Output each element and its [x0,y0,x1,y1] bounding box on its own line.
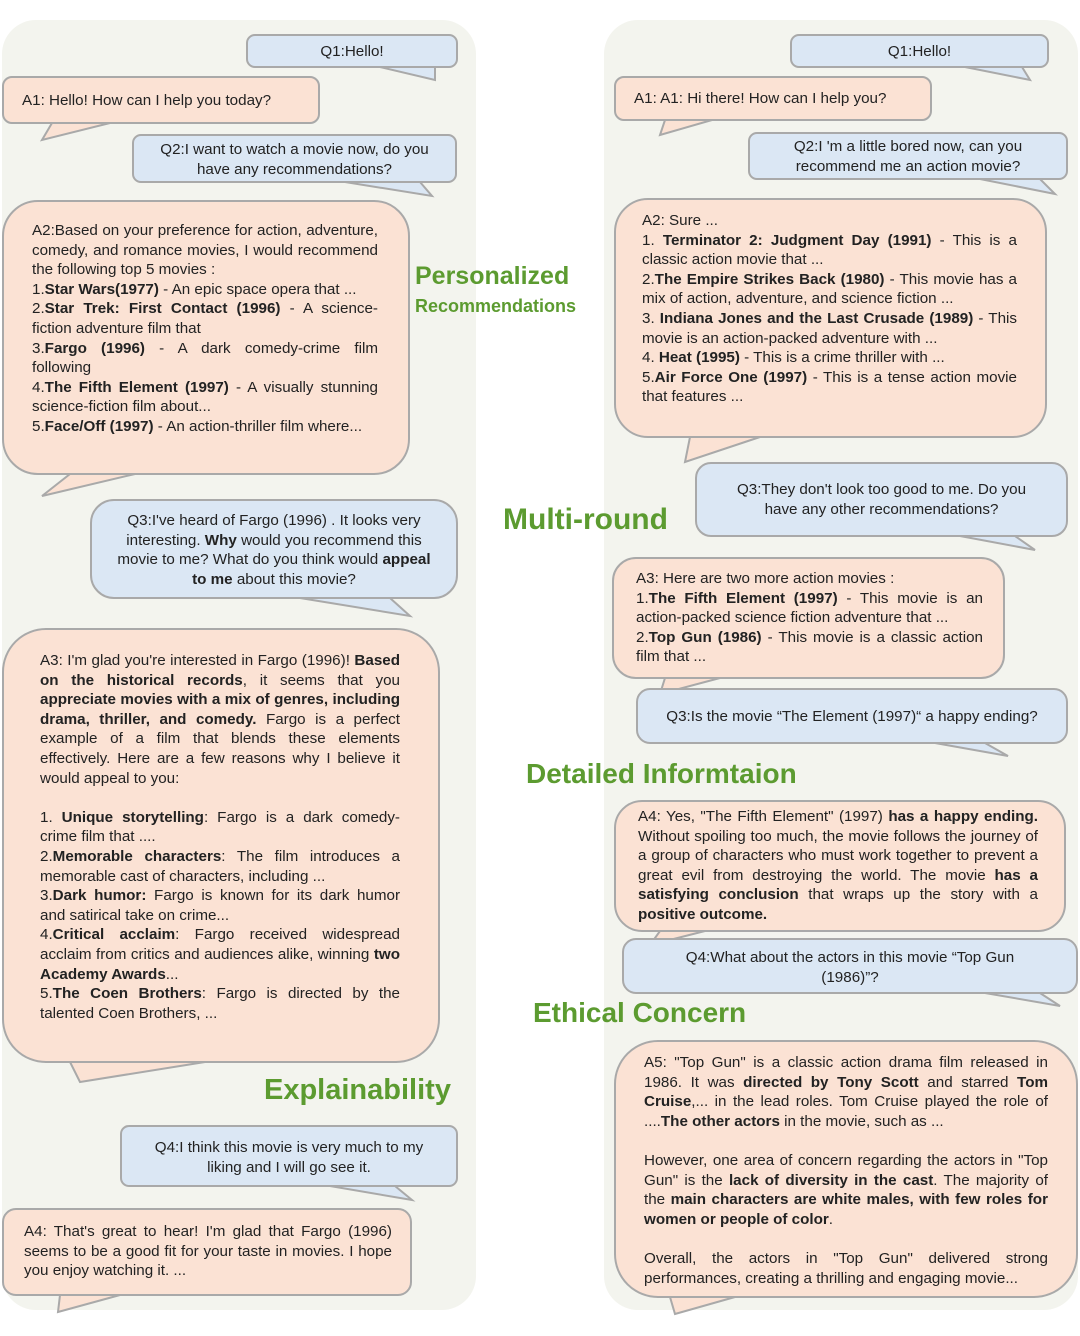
left-q3-text: Q3:I've heard of Fargo (1996) . It looks very interesting. Why would you recommend this movie to me? What do you think would appeal to me about this movie? [117,512,431,588]
right-q3-text: Q3:They don't look too good to me. Do you have any other recommendations? [736,481,1027,518]
right-a5-spacer-1 [644,1131,1048,1151]
left-a3-item-3: 3.Dark humor: Fargo is known for its dark humor and satirical take on crime... [40,887,400,924]
left-a4-bubble [2,1208,412,1296]
right-q3b-bubble [636,688,1068,744]
label-recommendations: Recommendations [415,296,577,316]
label-multi-round: Multi-round [503,503,668,536]
right-a5-para-1: A5: "Top Gun" is a classic action drama film released in 1986. It was directed by Tony Scott and starred Tom Cruise,... in the lead roles. Tom Cruise played the role of ....The other actors in the movie, such as ... [644,1054,1048,1130]
left-a3-bubble [2,628,440,1063]
label-explainability: Explainability [264,1074,451,1106]
right-a3-bubble [612,557,1005,679]
right-q4-bubble [622,938,1078,994]
left-a3-spacer [40,788,400,808]
right-q2-text: Q2:I 'm a little bored now, can you recommend me an action movie? [793,138,1023,175]
right-q1-bubble [790,34,1049,68]
right-a2-item-1: 1. Terminator 2: Judgment Day (1991) - This is a classic action movie that ... [642,231,1017,269]
right-a5-spacer-2 [644,1229,1048,1249]
label-ethical-concern: Ethical Concern [533,997,747,1028]
right-a1-text: A1: A1: Hi there! How can I help you? [634,90,887,107]
label-personalized: Personalized [415,262,570,290]
right-a2-item-2: 2.The Empire Strikes Back (1980) - This movie has a mix of action, adventure, and science fiction ... [642,270,1017,308]
right-q2-bubble [748,132,1068,180]
right-q3-bubble [695,462,1068,537]
left-a2-bubble [2,200,410,475]
left-q1-text: Q1:Hello! [320,43,384,60]
left-a2-item-4: 4.The Fifth Element (1997) - A visually stunning science-fiction film about... [32,378,378,416]
right-q3b-text: Q3:Is the movie “The Element (1997)“ a happy ending? [666,708,1038,725]
right-a4-bubble [614,800,1066,932]
right-a2-intro: A2: Sure ... [642,212,718,229]
left-a3-item-1: 1. Unique storytelling: Fargo is a dark comedy-crime film that .... [40,808,400,846]
left-a2-item-1: 1.Star Wars(1977) - An epic space opera that ... [32,280,357,298]
left-q2-bubble [132,134,457,183]
left-a3-intro: A3: I'm glad you're interested in Fargo (1996)! Based on the historical records, it seems that you appreciate movies with a mix of genres, including drama, thriller, and comedy. Fargo is a perfect example of a film that blends these elements effectively. Here are a few reasons why I believe it would appeal to you: [40,652,401,787]
right-a5-bubble [614,1040,1078,1298]
left-a3-item-2: 2.Memorable characters: The film introduces a memorable cast of characters, including ... [40,847,400,885]
right-a3-item-2: 2.Top Gun (1986) - This movie is a classic action film that ... [636,628,983,666]
left-a2-item-5: 5.Face/Off (1997) - An action-thriller film where... [32,417,363,435]
left-q3-bubble [90,499,458,599]
right-a2-item-5: 5.Air Force One (1997) - This is a tense action movie that features ... [642,368,1017,406]
right-a3-item-1: 1.The Fifth Element (1997) - This movie is an action-packed science fiction adventure that ... [636,589,983,627]
right-a2-bubble [614,198,1047,438]
right-a5-para-2: However, one area of concern regarding the actors in "Top Gun" is the lack of diversity in the cast. The majority of the main characters are white males, with few roles for women or people of color. [644,1151,1048,1228]
right-q1-text: Q1:Hello! [887,43,952,60]
left-q4-bubble [120,1125,458,1187]
label-detailed-information: Detailed Informtaion [526,758,797,789]
left-a2-intro: A2:Based on your preference for action, adventure, comedy, and romance movies, I would recommend the following top 5 movies : [32,222,378,279]
right-a2-item-4: 4. Heat (1995) - This is a crime thriller with ... [642,349,945,367]
right-a2-item-3: 3. Indiana Jones and the Last Crusade (1989) - This movie is an action-packed adventure with ... [642,309,1018,347]
left-q1-bubble [246,34,458,68]
left-a1-text: A1: Hello! How can I help you today? [22,92,272,109]
left-a4-text: A4: That's great to hear! I'm glad that Fargo (1996) seems to be a good fit for your taste in movies. I hope you enjoy watching it. ... [24,1223,392,1280]
right-a1-bubble [614,76,932,121]
left-a3-item-4: 4.Critical acclaim: Fargo received widespread acclaim from critics and audiences alike, winning two Academy Awards... [40,926,400,983]
right-a4-text: A4: Yes, "The Fifth Element" (1997) has a happy ending. Without spoiling too much, the movie follows the journey of a group of characters who must work together to prevent a great evil from destroying the world. The movie has a satisfying conclusion that wraps up the story with a positive outcome. [638,808,1038,923]
left-q4-text: Q4:I think this movie is very much to my liking and I will go see it. [154,1139,424,1176]
left-a2-item-3: 3.Fargo (1996) - A dark comedy-crime film following [32,339,378,377]
left-q2-text: Q2:I want to watch a movie now, do you have any recommendations? [160,141,429,178]
right-a5-para-3: Overall, the actors in "Top Gun" delivered strong performances, creating a thrilling and engaging movie... [644,1249,1048,1287]
left-a3-item-5: 5.The Coen Brothers: Fargo is directed by the talented Coen Brothers, ... [40,985,400,1022]
left-a2-item-2: 2.Star Trek: First Contact (1996) - A science-fiction adventure film that [32,300,378,337]
right-q4-text: Q4:What about the actors in this movie “Top Gun (1986)”? [685,949,1015,986]
right-a3-intro: A3: Here are two more action movies : [636,570,895,587]
left-a1-bubble [2,76,320,124]
